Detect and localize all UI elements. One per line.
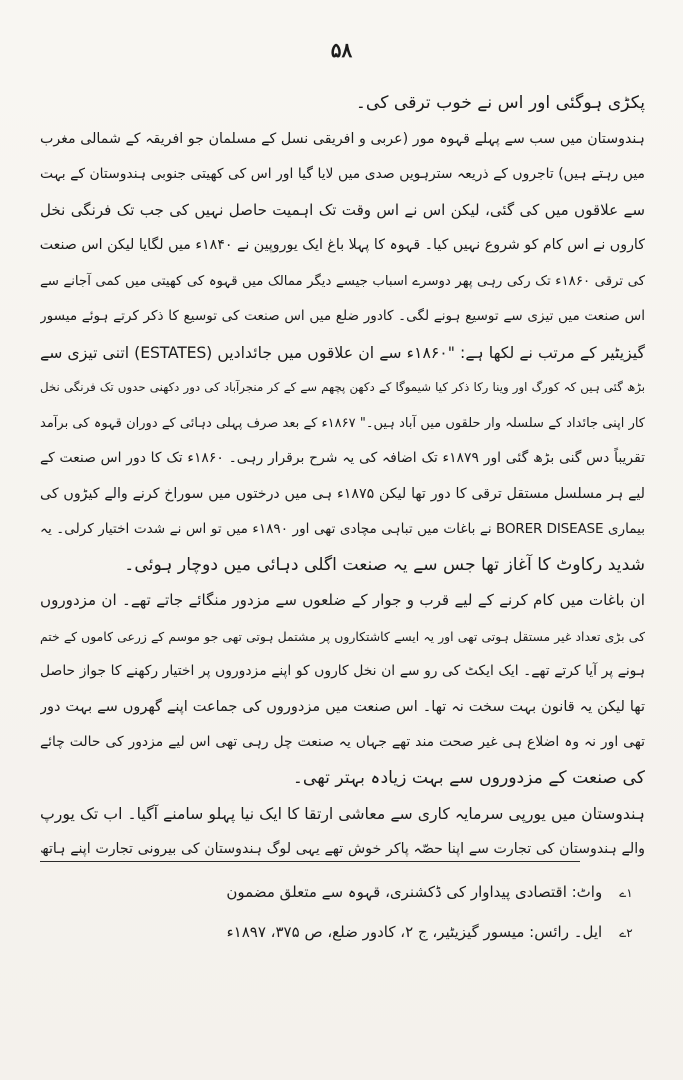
footnote-marker: ۱ے <box>619 886 633 900</box>
footnote-text: ایل۔ رائس: میسور گیزیٹیر، ج ۲، کادور ضلع، ص ۳۷۵، ۱۸۹۷ء <box>226 923 603 941</box>
text-line: اس صنعت میں تیزی سے توسیع ہونے لگی۔ کادور ضلع میں اس صنعت کی توسیع کا ذکر کرتے ہوئے میسور <box>40 308 645 324</box>
text-line: ہندوستان میں یورپی سرمایہ کاری سے معاشی ارتقا کا ایک نیا پہلو سامنے آگیا۔ اب تک یورپ <box>40 804 645 823</box>
text-line: گیزیٹیر کے مرتب نے لکھا ہے: "۱۸۶۰ء سے ان علاقوں میں جائدادیں (ESTATES) اتنی تیزی سے <box>40 342 645 362</box>
footnote-divider <box>40 861 580 862</box>
text-line: کاروں نے اس کام کو شروع نہیں کیا۔ قہوہ کا پہلا باغ ایک یوروپین نے ۱۸۴۰ء میں لگایا لیکن اس صنعت <box>40 237 645 253</box>
text-line: کی ترقی ۱۸۶۰ء تک رکی رہی پھر دوسرے اسباب جیسے دیگر ممالک میں قہوہ کی کھیتی میں کمی آجانے سے <box>40 273 645 289</box>
text-line: والے ہندوستان کی تجارت سے اپنا حصّہ پاکر خوش تھے یہی لوگ ہندوستان کی بیرونی تجارت اپنے ہاتھ <box>40 840 645 857</box>
text-line: ان باغات میں کام کرنے کے لیے قرب و جوار کے ضلعوں سے مزدور منگائے جاتے تھے۔ ان مزدوروں <box>40 591 645 609</box>
page-number: ۵۸ <box>330 38 353 62</box>
text-line: لیے ہر مسلسل مستقل ترقی کا دور تھا لیکن ۱۸۷۵ء ہی میں درختوں میں سوراخ کرنے والے کیڑوں کی <box>40 485 645 502</box>
text-line: بیماری BORER DISEASE نے باغات میں تباہی مچادی تھی اور ۱۸۹۰ء میں تو اس نے شدت اختیار کرلی۔ یہ <box>40 521 645 537</box>
text-line: سے علاقوں میں کی گئی، لیکن اس نے اس وقت تک اہمیت حاصل نہیں کی جب تک فرنگی نخل <box>40 200 645 219</box>
text-line: ہونے پر آیا کرتے تھے۔ ایک ایکٹ کی رو سے ان نخل کاروں کو اپنے مزدوروں پر اختیار رکھنے کا جواز حاصل <box>40 663 645 679</box>
body-text <box>40 86 645 867</box>
text-line: میں رہتے ہیں) تاجروں کے ذریعہ سترہویں صدی میں لایا گیا اور اس کی کھیتی جنوبی ہندوستان کے بہت <box>40 166 645 182</box>
footnote-marker: ۲ے <box>619 926 633 940</box>
text-line: تھی اور نہ وہ اضلاع ہی غیر صحت مند تھے جہاں یہ صنعت چل رہی تھی اس لیے مزدور کی حالت چائے <box>40 734 645 750</box>
text-line: تھا لیکن یہ قانون بہت سخت نہ تھا۔ اس صنعت میں مزدوروں کی جماعت اپنے گھروں سے بہت دور <box>40 698 645 715</box>
text-line: ہندوستان میں سب سے پہلے قہوہ مور (عربی و افریقی نسل کے مسلمان جو افریقہ کے شمالی مغرب <box>40 130 645 147</box>
text-line: شدید رکاوٹ کا آغاز تھا جس سے یہ صنعت اگلی دہائی میں دوچار ہوئی۔ <box>124 554 645 575</box>
text-line: بڑھ گئی ہیں کہ کورگ اور وینا رکا ذکر کیا شیموگا کے دکھن پچھم سے کے کر منجرآباد کی دور دکھنی حدوں تک فرنگی نخل <box>40 380 645 394</box>
text-line: کار اپنی جائداد کے سلسلہ وار حلقوں میں آباد ہیں۔" ۱۸۶۷ء کے بعد صرف پہلی دہائی کے دوران قہوہ کی برآمد <box>40 415 645 431</box>
footnote-2 <box>40 912 645 952</box>
footnotes <box>40 872 645 952</box>
text-line: کی بڑی تعداد غیر مستقل ہوتی تھی اور یہ ایسے کاشتکاروں پر مشتمل ہوتی تھی جو موسم کے زرعی کاموں کے ختم <box>40 628 645 644</box>
footnote-1 <box>40 872 645 912</box>
footnote-text: واٹ: اقتصادی پیداوار کی ڈکشنری، قہوہ سے متعلق مضمون <box>226 883 603 901</box>
text-line: تقریباً دس گنی بڑھ گئی اور ۱۸۷۹ء تک اضافہ کی یہ شرح برقرار رہی۔ ۱۸۶۰ء تک کا دور اس صنعت کے <box>40 450 645 466</box>
text-line: کی صنعت کے مزدوروں سے بہت زیادہ بہتر تھی۔ <box>292 767 645 788</box>
text-line: پکڑی ہوگئی اور اس نے خوب ترقی کی۔ <box>355 93 645 113</box>
